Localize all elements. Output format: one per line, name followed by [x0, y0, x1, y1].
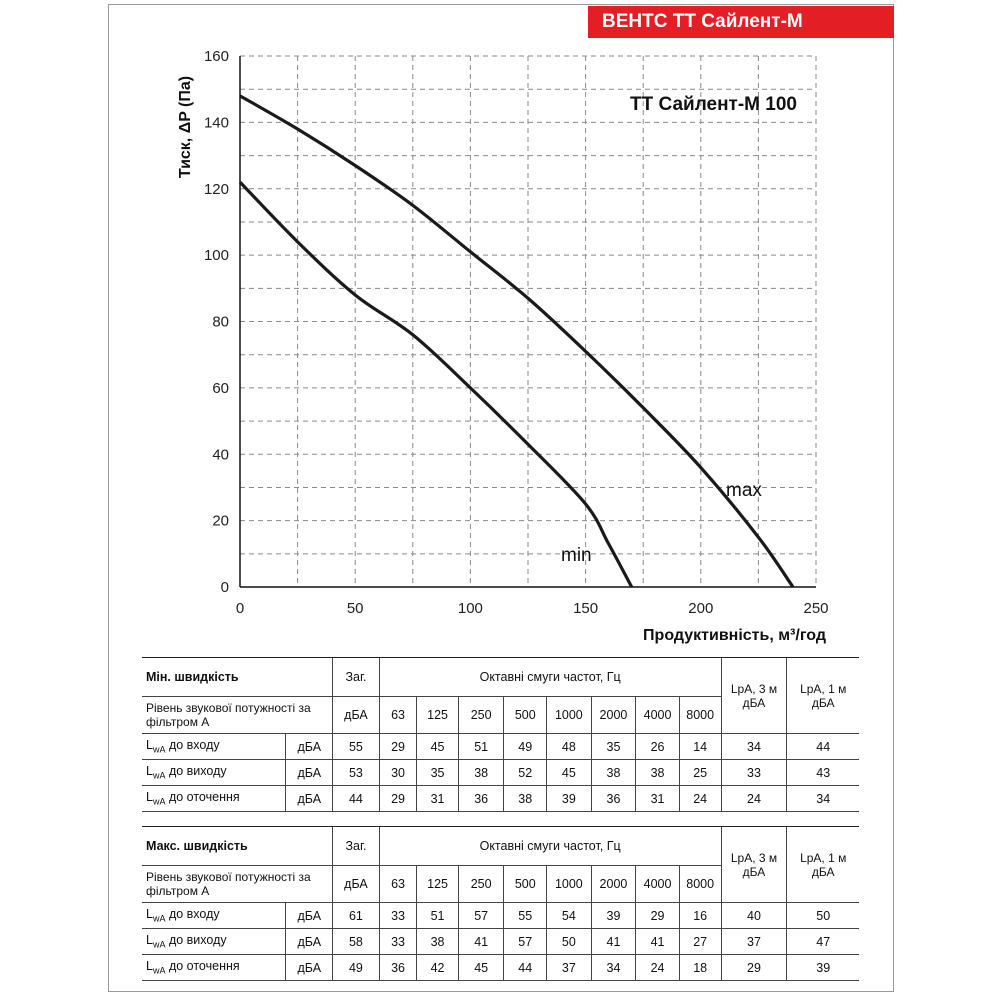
band-value-4000: 29: [636, 903, 680, 929]
row-total: 55: [333, 734, 380, 760]
speed-label: Макс. швидкість: [146, 839, 248, 853]
row-lpa1: 43: [787, 760, 859, 786]
y-tick-label: 140: [203, 114, 229, 132]
row-lpa1: 50: [787, 903, 859, 929]
row-label-sub: wA: [152, 744, 166, 755]
band-value-500: 55: [504, 903, 547, 929]
chart-ticks: [204, 48, 829, 617]
band-value-125: 51: [417, 903, 459, 929]
lpa1-header: LpA, 1 м дБА: [787, 827, 859, 903]
band-value-500: 38: [504, 786, 547, 812]
row-total: 58: [333, 929, 380, 955]
band-value-500: 44: [504, 955, 547, 981]
row-label-sub: wA: [152, 796, 166, 807]
row-unit: дБА: [286, 734, 333, 760]
row-unit: дБА: [286, 760, 333, 786]
y-tick-label: 0: [220, 579, 229, 596]
row-lpa3: 33: [721, 760, 787, 786]
row-label: [142, 903, 286, 929]
freq-63: 63: [379, 697, 417, 734]
band-value-125: 45: [417, 734, 459, 760]
row-unit: дБА: [286, 786, 333, 812]
band-value-250: 57: [458, 903, 504, 929]
noise-rows-min: [142, 734, 859, 812]
freq-2000: 2000: [591, 866, 636, 903]
row-label-sub: wA: [152, 965, 166, 976]
row-lpa1: 34: [787, 786, 859, 812]
power-label: Рівень звукової потужності за фільтром А: [142, 697, 333, 734]
freq-500: 500: [504, 866, 547, 903]
band-value-1000: 37: [547, 955, 592, 981]
x-tick-label: 250: [803, 600, 829, 617]
row-label-sub: wA: [152, 913, 166, 924]
freq-1000: 1000: [547, 697, 592, 734]
band-value-500: 49: [504, 734, 547, 760]
band-value-250: 36: [458, 786, 504, 812]
band-value-63: 30: [379, 760, 417, 786]
row-label: [142, 955, 286, 981]
lpa1-header: LpA, 1 м дБА: [787, 658, 859, 734]
band-value-8000: 18: [679, 955, 721, 981]
series-line-max: [240, 96, 793, 587]
power-label: Рівень звукової потужності за фільтром А: [142, 866, 333, 903]
band-value-125: 31: [417, 786, 459, 812]
row-label: [142, 786, 286, 812]
row-label-prefix: L: [146, 790, 153, 805]
y-tick-label: 120: [203, 180, 229, 198]
y-tick-label: 40: [212, 446, 229, 464]
freq-1000: 1000: [547, 866, 592, 903]
band-value-1000: 54: [547, 903, 592, 929]
row-label-text: до виходу: [165, 764, 227, 779]
chart-grid: [240, 56, 816, 587]
y-tick-label: 160: [203, 48, 229, 65]
band-value-250: 45: [458, 955, 504, 981]
band-value-2000: 41: [591, 929, 636, 955]
freq-125: 125: [417, 697, 459, 734]
row-label-text: до входу: [165, 738, 220, 753]
band-value-250: 38: [458, 760, 504, 786]
noise-rows-max: [142, 903, 859, 981]
noise-table-min: [142, 657, 859, 812]
band-value-1000: 50: [547, 929, 592, 955]
row-label-text: до оточення: [165, 790, 240, 805]
y-tick-label: 100: [203, 247, 229, 265]
noise-row: [142, 955, 859, 981]
product-header: ВЕНТС ТТ Сайлент-М: [588, 6, 894, 38]
band-value-8000: 24: [679, 786, 721, 812]
chart-title: ТТ Сайлент-М 100: [630, 94, 797, 115]
row-total: 53: [333, 760, 380, 786]
row-lpa1: 44: [787, 734, 859, 760]
speed-label: Мін. швидкість: [146, 670, 239, 684]
band-value-1000: 48: [547, 734, 592, 760]
band-value-8000: 16: [679, 903, 721, 929]
band-value-8000: 25: [679, 760, 721, 786]
band-value-4000: 26: [636, 734, 680, 760]
band-value-4000: 24: [636, 955, 680, 981]
band-value-4000: 38: [636, 760, 680, 786]
noise-row: [142, 929, 859, 955]
band-value-125: 38: [417, 929, 459, 955]
row-label-prefix: L: [146, 764, 153, 779]
band-value-2000: 34: [591, 955, 636, 981]
row-lpa1: 39: [787, 955, 859, 981]
row-lpa3: 37: [721, 929, 787, 955]
total-header: Заг.: [333, 658, 380, 697]
y-tick-label: 20: [212, 512, 229, 530]
noise-row: [142, 760, 859, 786]
freq-500: 500: [504, 697, 547, 734]
row-label-text: до входу: [165, 907, 220, 922]
series-label-max: max: [726, 480, 762, 501]
band-value-4000: 31: [636, 786, 680, 812]
band-value-1000: 39: [547, 786, 592, 812]
y-tick-label: 60: [212, 379, 229, 397]
octave-header: Октавні смуги частот, Гц: [379, 658, 721, 697]
lpa3-header: LpA, 3 м дБА: [721, 658, 787, 734]
band-value-125: 35: [417, 760, 459, 786]
freq-4000: 4000: [636, 866, 680, 903]
row-label-prefix: L: [146, 907, 153, 922]
row-label-sub: wA: [152, 939, 166, 950]
band-value-250: 41: [458, 929, 504, 955]
freq-8000: 8000: [679, 697, 721, 734]
row-lpa3: 40: [721, 903, 787, 929]
x-tick-label: 0: [235, 600, 245, 617]
band-value-63: 29: [379, 786, 417, 812]
band-value-1000: 45: [547, 760, 592, 786]
x-tick-label: 100: [457, 600, 483, 617]
x-tick-label: 150: [573, 600, 599, 617]
row-label-prefix: L: [146, 933, 153, 948]
band-value-63: 33: [379, 929, 417, 955]
x-tick-label: 50: [346, 600, 364, 617]
unit-header: дБА: [333, 697, 380, 734]
band-value-4000: 41: [636, 929, 680, 955]
series-line-min: [240, 182, 632, 587]
noise-table-max: [142, 826, 859, 981]
freq-63: 63: [379, 866, 417, 903]
noise-row: [142, 786, 859, 812]
freq-2000: 2000: [591, 697, 636, 734]
row-total: 44: [333, 786, 380, 812]
row-lpa1: 47: [787, 929, 859, 955]
band-value-125: 42: [417, 955, 459, 981]
band-value-250: 51: [458, 734, 504, 760]
series-label-min: min: [561, 545, 592, 566]
band-value-8000: 27: [679, 929, 721, 955]
y-axis-label: Тиск, ΔP (Па): [177, 75, 194, 179]
lpa3-header: LpA, 3 м дБА: [721, 827, 787, 903]
noise-row: [142, 734, 859, 760]
freq-250: 250: [458, 697, 504, 734]
freq-8000: 8000: [679, 866, 721, 903]
x-tick-label: 200: [688, 600, 714, 617]
row-lpa3: 29: [721, 955, 787, 981]
unit-header: дБА: [333, 866, 380, 903]
row-label-text: до виходу: [165, 933, 227, 948]
row-label-text: до оточення: [165, 959, 240, 974]
noise-row: [142, 903, 859, 929]
freq-250: 250: [458, 866, 504, 903]
octave-header: Октавні смуги частот, Гц: [379, 827, 721, 866]
row-total: 61: [333, 903, 380, 929]
row-label-prefix: L: [146, 738, 153, 753]
row-unit: дБА: [286, 903, 333, 929]
row-label: [142, 734, 286, 760]
band-value-500: 52: [504, 760, 547, 786]
row-label: [142, 760, 286, 786]
row-label: [142, 929, 286, 955]
row-unit: дБА: [286, 929, 333, 955]
band-value-63: 33: [379, 903, 417, 929]
band-value-2000: 36: [591, 786, 636, 812]
row-lpa3: 34: [721, 734, 787, 760]
row-label-sub: wA: [152, 770, 166, 781]
band-value-8000: 14: [679, 734, 721, 760]
row-total: 49: [333, 955, 380, 981]
band-value-2000: 35: [591, 734, 636, 760]
y-tick-label: 80: [212, 313, 229, 331]
freq-4000: 4000: [636, 697, 680, 734]
band-value-63: 36: [379, 955, 417, 981]
band-value-2000: 38: [591, 760, 636, 786]
x-axis-label: Продуктивність, м³/год: [643, 627, 826, 644]
row-label-prefix: L: [146, 959, 153, 974]
total-header: Заг.: [333, 827, 380, 866]
row-unit: дБА: [286, 955, 333, 981]
band-value-500: 57: [504, 929, 547, 955]
band-value-2000: 39: [591, 903, 636, 929]
band-value-63: 29: [379, 734, 417, 760]
chart-series: [240, 96, 793, 587]
row-lpa3: 24: [721, 786, 787, 812]
freq-125: 125: [417, 866, 459, 903]
